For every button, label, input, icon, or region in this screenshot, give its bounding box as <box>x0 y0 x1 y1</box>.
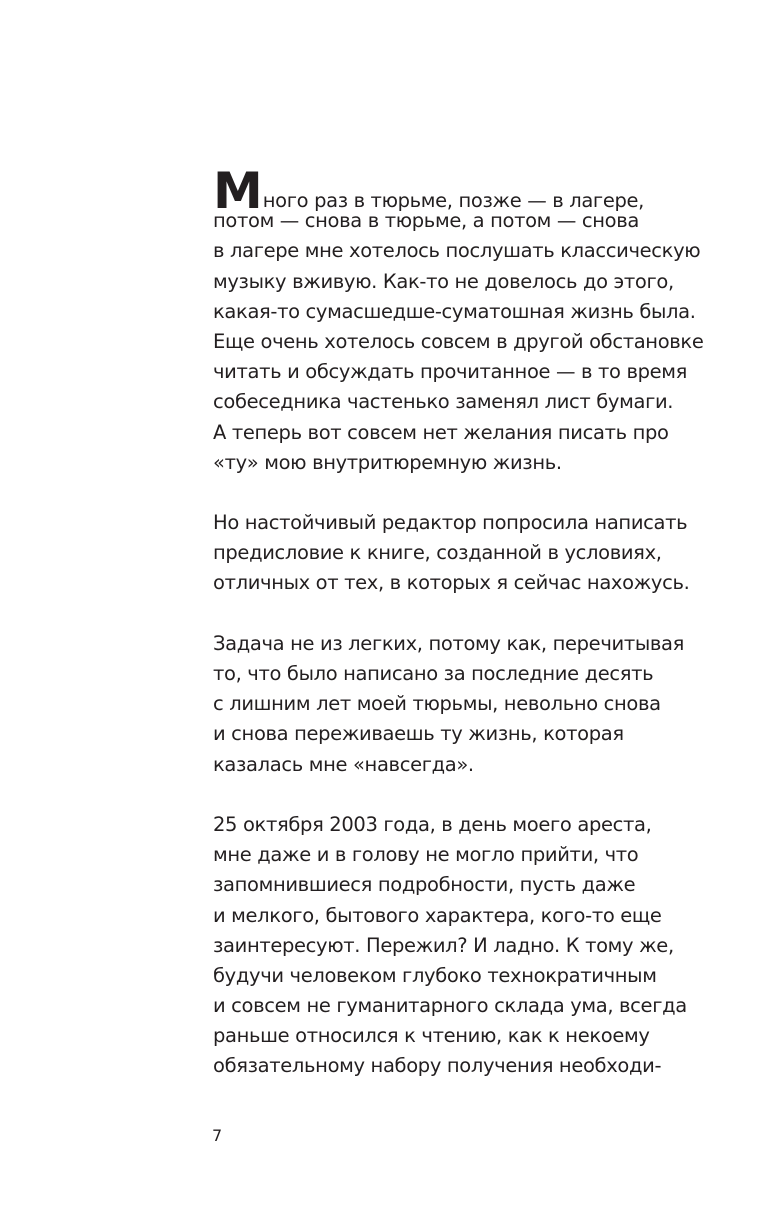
text-line: с лишним лет моей тюрьмы, невольно снова <box>213 692 661 716</box>
text-line: «ту» мою внутритюремную жизнь. <box>213 450 562 474</box>
paragraph-4 <box>213 810 713 1082</box>
text-line: А теперь вот совсем нет желания писать про <box>213 420 669 444</box>
drop-cap: М <box>213 162 262 220</box>
text-line: и снова переживаешь ту жизнь, которая <box>213 722 624 746</box>
text-line: читать и обсуждать прочитанное — в то время <box>213 360 688 384</box>
text-line: 25 октября 2003 года, в день моего ареста, <box>213 812 652 836</box>
text-line: и мелкого, бытового характера, кого-то еще <box>213 903 662 927</box>
text-line: Задача не из легких, потому как, перечитывая <box>213 631 684 655</box>
text-line: какая-то сумасшедше-суматошная жизнь была. <box>213 299 696 323</box>
text-line: и совсем не гуманитарного склада ума, всегда <box>213 994 687 1018</box>
text-line: собеседника частенько заменял лист бумаги. <box>213 390 674 414</box>
paragraph-gap <box>213 478 713 508</box>
text-line: казалась мне «навсегда». <box>213 752 474 776</box>
text-line: Много раз в тюрьме, позже — в лагере, <box>213 162 644 220</box>
paragraph-gap <box>213 599 713 629</box>
text-line: будучи человеком глубоко технократичным <box>213 963 657 987</box>
text-line: Еще очень хотелось совсем в другой обстановке <box>213 329 704 353</box>
text-line: запомнившиеся подробности, пусть даже <box>213 873 636 897</box>
text-line: потом — снова в тюрьме, а потом — снова <box>213 209 639 233</box>
text-line: то, что было написано за последние десять <box>213 662 654 685</box>
text-line: заинтересуют. Пережил? И ладно. К тому же, <box>213 933 674 957</box>
body-text <box>213 162 713 1082</box>
paragraph-gap <box>213 780 713 810</box>
paragraph-1 <box>213 162 713 478</box>
text-line: раньше относился к чтению, как к некоему <box>213 1024 650 1048</box>
text-line: предисловие к книге, созданной в условиях, <box>213 541 662 565</box>
paragraph-2 <box>213 508 713 599</box>
text-line: обязательному набору получения необходи- <box>213 1054 662 1078</box>
paragraph-3 <box>213 629 713 780</box>
page-number: 7 <box>212 1126 223 1145</box>
text-line: отличных от тех, в которых я сейчас нахожусь. <box>213 571 690 595</box>
text-line: в лагере мне хотелось послушать классическую <box>213 239 701 263</box>
text-line: Но настойчивый редактор попросила написать <box>213 511 688 535</box>
text-line: мне даже и в голову не могло прийти, что <box>213 843 639 867</box>
text-line: музыку вживую. Как-то не довелось до этого, <box>213 269 674 293</box>
